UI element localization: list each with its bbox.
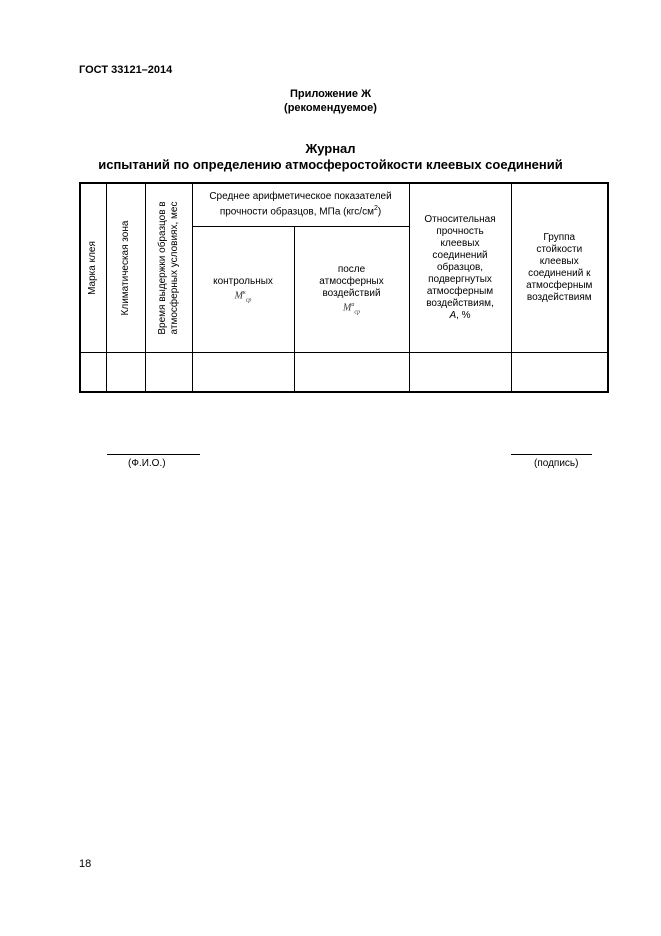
standard-number: ГОСТ 33121–2014	[79, 64, 173, 76]
table-cell	[80, 353, 106, 392]
table-cell	[106, 353, 145, 392]
table-cell	[192, 353, 294, 392]
control-mean-formula: $M^к_{ср}$	[234, 289, 252, 304]
subheader-after-exposure: после атмосферных воздействий $M^а_{ср}$	[294, 226, 409, 352]
sign-label: (подпись)	[534, 458, 579, 469]
table-row	[80, 353, 608, 392]
name-label: (Ф.И.О.)	[128, 458, 166, 469]
appendix-title: Приложение Ж	[289, 88, 372, 100]
name-signature-line	[107, 454, 200, 455]
subheader-control: контрольных $M^к_{ср}$	[192, 226, 294, 352]
table-cell	[294, 353, 409, 392]
table-cell	[511, 353, 608, 392]
sign-signature-line	[511, 454, 592, 455]
journal-title: Журнал	[305, 141, 356, 156]
table-cell	[145, 353, 192, 392]
header-relative-strength: Относительная прочность клеевых соединений образцов, подвергнутых атмосферным воздействиям, A, %	[409, 183, 511, 353]
header-climate-zone: Климатическая зона	[106, 183, 145, 353]
appendix-subtitle: (рекомендуемое)	[284, 102, 377, 114]
header-mean-strength: Среднее арифметическое показателей прочности образцов, МПа $(кгс/см^2)$	[192, 183, 409, 226]
header-exposure-time: Время выдержки образцов в атмосферных условиях, мес	[145, 183, 192, 353]
table-cell	[409, 353, 511, 392]
journal-subtitle: испытаний по определению атмосферостойкости клеевых соединений	[98, 157, 563, 172]
page-number: 18	[79, 858, 92, 870]
header-resistance-group: Группа стойкости клеевых соединений к атмосферным воздействиям	[511, 183, 608, 353]
header-adhesive-brand: Марка клея	[80, 183, 106, 353]
after-exposure-mean-formula: $M^а_{ср}$	[343, 301, 361, 316]
journal-table	[79, 182, 609, 393]
